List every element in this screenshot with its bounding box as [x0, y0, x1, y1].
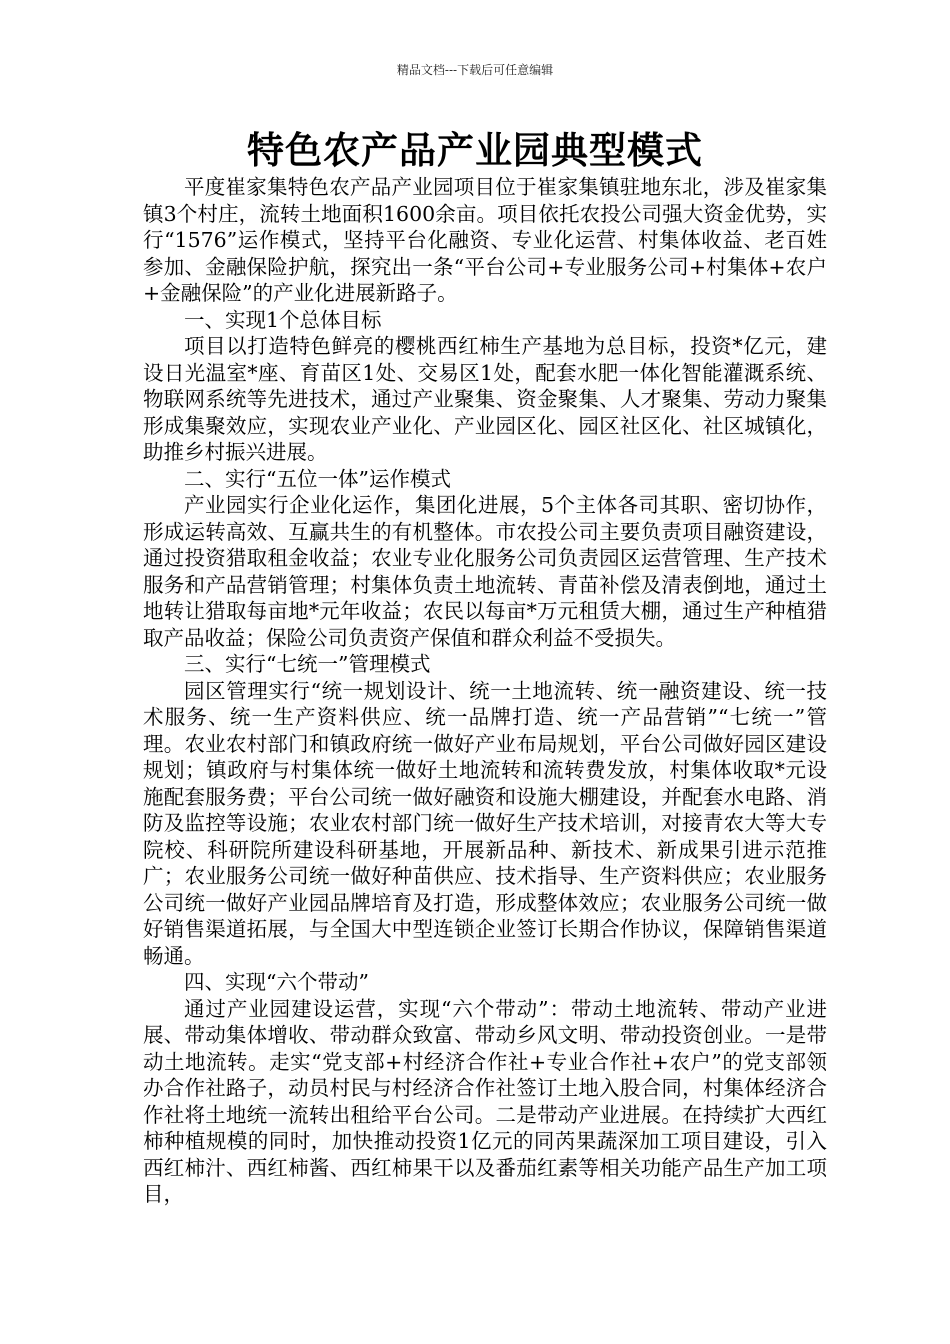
document-body [143, 174, 827, 1208]
intro-paragraph: 平度崔家集特色农产品产业园项目位于崔家集镇驻地东北，涉及崔家集镇3个村庄，流转土地面积1600余亩。项目依托农投公司强大资金优势，实行“1576”运作模式，坚持平台化融资、专业化运营、村集体收益、老百姓参加、金融保险护航，探究出一条“平台公司+专业服务公司+村集体+农户+金融保险”的产业化进展新路子。 [143, 175, 827, 305]
section-heading-1: 一、实现1个总体目标 [184, 307, 382, 332]
section-heading-2: 二、实行“五位一体”运作模式 [184, 466, 451, 491]
section-paragraph-1: 项目以打造特色鲜亮的樱桃西红柿生产基地为总目标，投资*亿元，建设日光温室*座、育苗区1处、交易区1处，配套水肥一体化智能灌溉系统、物联网系统等先进技术，通过产业聚集、资金聚集、人才聚集、劳动力聚集形成集聚效应，实现农业产业化、产业园区化、园区社区化、社区城镇化，助推乡村振兴进展。 [143, 334, 827, 464]
section-paragraph-2: 产业园实行企业化运作，集团化进展，5个主体各司其职、密切协作，形成运转高效、互赢共生的有机整体。市农投公司主要负责项目融资建设，通过投资猎取租金收益；农业专业化服务公司负责园区运营管理、生产技术服务和产品营销管理；村集体负责土地流转、青苗补偿及清表倒地，通过土地转让猎取每亩地*元年收益；农民以每亩*万元租赁大棚，通过生产种植猎取产品收益；保险公司负责资产保值和群众利益不受损失。 [143, 493, 827, 650]
section-heading-4: 四、实现“六个带动” [184, 970, 369, 994]
section-heading-3: 三、实行“七统一”管理模式 [184, 652, 431, 676]
document-title: 特色农产品产业园典型模式 [247, 129, 703, 172]
section-paragraph-4: 通过产业园建设运营，实现“六个带动”：带动土地流转、带动产业进展、带动集体增收、带动群众致富、带动乡风文明、带动投资创业。一是带动土地流转。走实“党支部+村经济合作社+专业合作社+农户”的党支部领办合作社路子，动员村民与村经济合作社签订土地入股合同，村集体经济合作社将土地统一流转出租给平台公司。二是带动产业进展。在持续扩大西红柿种植规模的同时，加快推动投资1亿元的同芮果蔬深加工项目建设，引入西红柿汁、西红柿酱、西红柿果干以及番茄红素等相关功能产品生产加工项目， [143, 996, 827, 1206]
header-note: 精品文档---下载后可任意编辑 [396, 63, 554, 77]
section-paragraph-3: 园区管理实行“统一规划设计、统一土地流转、统一融资建设、统一技术服务、统一生产资料供应、统一品牌打造、统一产品营销”“七统一”管理。农业农村部门和镇政府统一做好产业布局规划，平台公司做好园区建设规划；镇政府与村集体统一做好土地流转和流转费发放，村集体收取*元设施配套服务费；平台公司统一做好融资和设施大棚建设，并配套水电路、消防及监控等设施；农业农村部门统一做好生产技术培训，对接青农大等大专院校、科研院所建设科研基地，开展新品种、新技术、新成果引进示范推广；农业服务公司统一做好种苗供应、技术指导、生产资料供应；农业服务公司统一做好产业园品牌培育及打造，形成整体效应；农业服务公司统一做好销售渠道拓展，与全国大中型连锁企业签订长期合作协议，保障销售渠道畅通。 [143, 678, 827, 968]
